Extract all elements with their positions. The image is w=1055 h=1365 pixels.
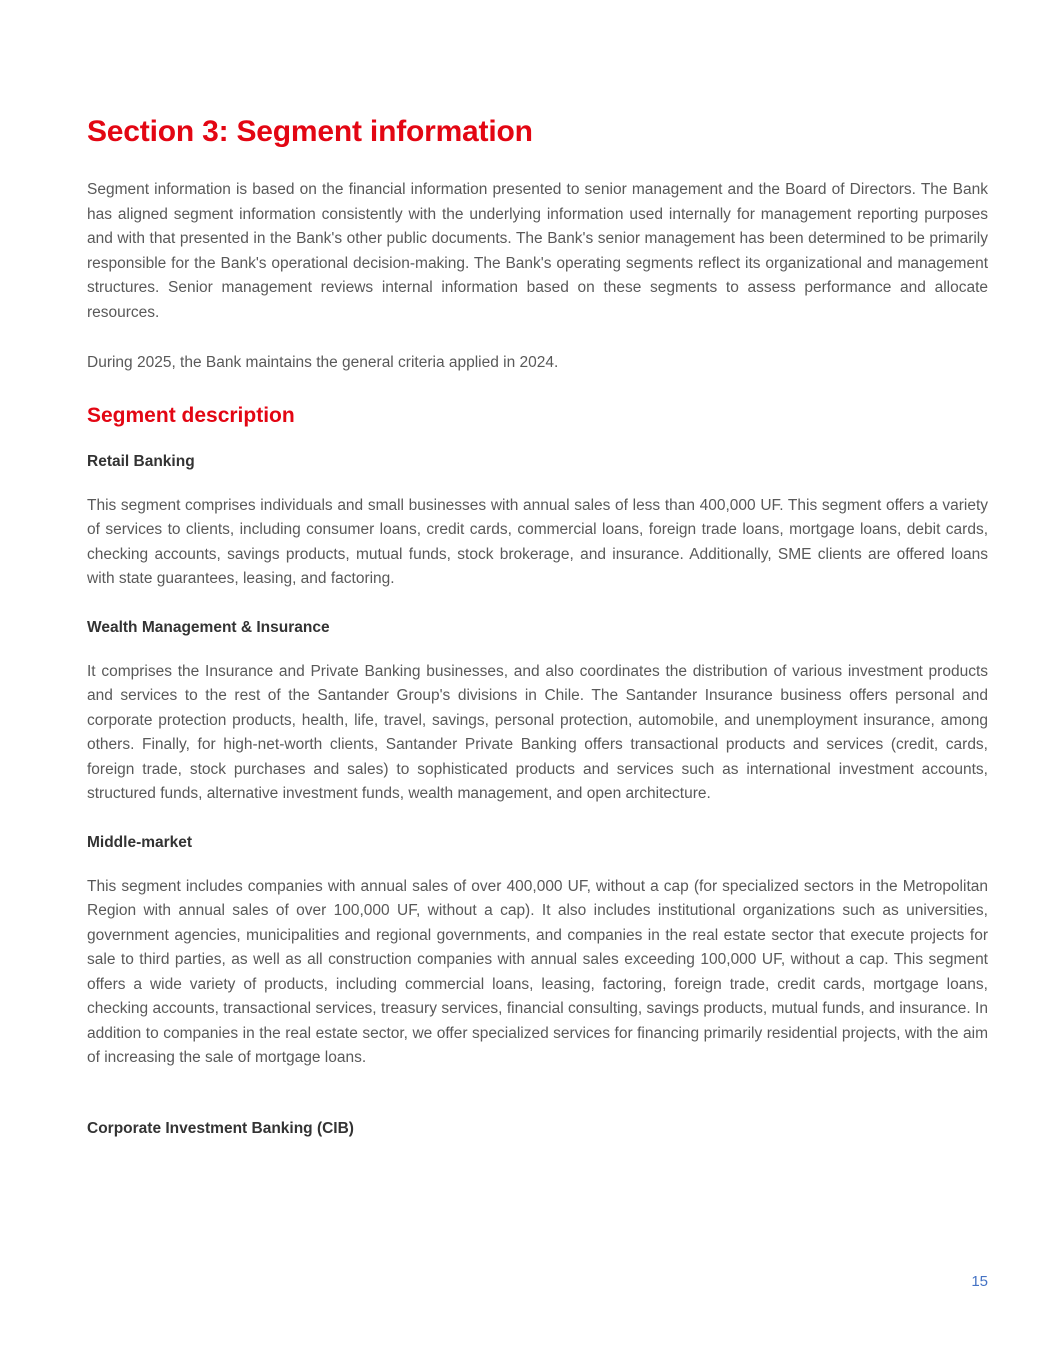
- criteria-paragraph: During 2025, the Bank maintains the general criteria applied in 2024.: [87, 354, 559, 371]
- segment-heading-cib: Corporate Investment Banking (CIB): [87, 1119, 354, 1137]
- segment-heading-wealth-management: Wealth Management & Insurance: [87, 618, 330, 636]
- intro-paragraph: Segment information is based on the financial information presented to senior management and the Board of Directors. The Bank has aligned segment information consistently with the underlying information used internally for management reporting purposes and with that presented in the Bank's other public documents. The Bank's senior management has been determined to be primarily responsible for the Bank's operational decision-making. The Bank's operating segments reflect its organizational and management structures. Senior management reviews internal information based on these segments to assess performance and allocate resources.: [87, 181, 988, 321]
- segment-wealth-management: [87, 618, 988, 807]
- page-number: 15: [971, 1273, 988, 1290]
- segment-description-subheading: Segment description: [87, 403, 295, 427]
- segment-middle-market: [87, 833, 988, 1071]
- segment-heading-retail-banking: Retail Banking: [87, 452, 195, 470]
- segment-cib: [87, 1119, 988, 1139]
- segment-body-middle-market: This segment includes companies with annual sales of over 400,000 UF, without a cap (for specialized sectors in the Metropolitan Region with annual sales of over 100,000 UF, without a cap). It also includes institutional organizations such as universities, government agencies, municipalities and regional governments, and companies in the real estate sector that execute projects for sale to third parties, as well as all construction companies with annual sales exceeding 100,000 UF, without a cap. This segment offers a wide variety of products, including commercial loans, leasing, factoring, foreign trade, credit cards, mortgage loans, checking accounts, transactional services, treasury services, financial consulting, savings products, mutual funds, and insurance. In addition to companies in the real estate sector, we offer specialized services for financing primarily residential projects, with the aim of increasing the sale of mortgage loans.: [87, 877, 988, 1066]
- segment-retail-banking: [87, 452, 988, 592]
- segment-body-retail-banking: This segment comprises individuals and small businesses with annual sales of less than 400,000 UF. This segment offers a variety of services to clients, including consumer loans, credit cards, commercial loans, foreign trade loans, mortgage loans, debit cards, checking accounts, savings products, mutual funds, stock brokerage, and insurance. Additionally, SME clients are offered loans with state guarantees, leasing, and factoring.: [87, 496, 988, 587]
- segment-body-wealth-management: It comprises the Insurance and Private Banking businesses, and also coordinates the distribution of various investment products and services to the rest of the Santander Group's divisions in Chile. The Santander Insurance business offers personal and corporate protection products, health, life, travel, savings, personal protection, automobile, and unemployment insurance, among others. Finally, for high-net-worth clients, Santander Private Banking offers transactional products and services (credit, cards, foreign trade, stock purchases and sales) to sophisticated products and services such as international investment accounts, structured funds, alternative investment funds, wealth management, and open architecture.: [87, 662, 988, 802]
- section-title: Section 3: Segment information: [87, 115, 533, 148]
- segment-heading-middle-market: Middle-market: [87, 833, 193, 851]
